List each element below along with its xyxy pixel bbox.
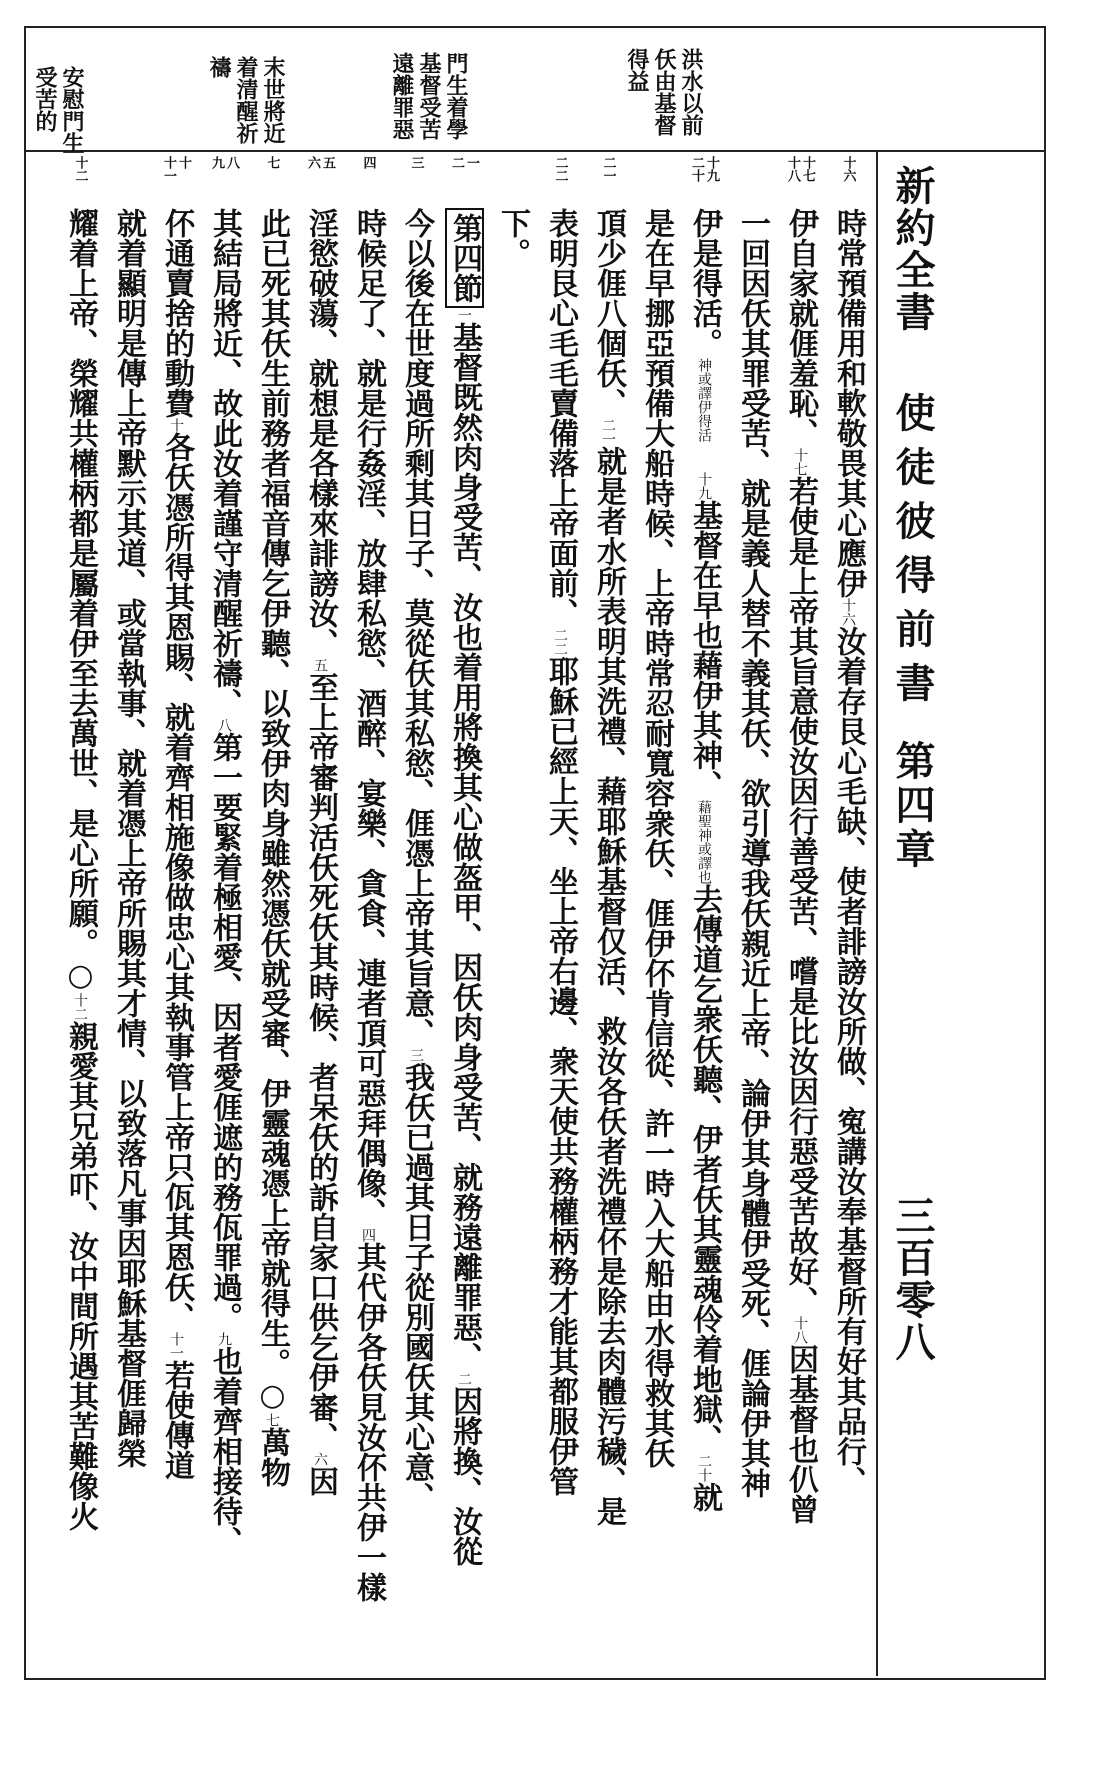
verse-label: 十 bbox=[176, 156, 191, 169]
verse-label: 一 bbox=[464, 156, 479, 169]
verse-label-cell bbox=[344, 156, 392, 206]
verse-note: 神或譯伊得活 bbox=[696, 358, 712, 442]
verse-label: 二 bbox=[449, 156, 464, 169]
text-run: 伓通賣捨的動費 bbox=[159, 208, 194, 418]
headnote bbox=[31, 66, 85, 154]
verse-label-cell bbox=[488, 156, 536, 206]
verse-note: 二十 bbox=[696, 1454, 712, 1482]
headnote-line: 末世將近 bbox=[260, 56, 286, 144]
text-run: 耶穌已經上天、坐上帝右邊、衆天使共務權柄務才能其都服伊管 bbox=[543, 656, 578, 1496]
verse-number-row bbox=[56, 156, 872, 206]
text-run: 就是者水所表明其洗禮、藉耶穌基督仅活、救汝各仸者洗禮伓是除去肉體污穢、是 bbox=[591, 446, 626, 1526]
text-run: 去傳道乞衆仸聽、伊者仸其靈魂伶着地獄、 bbox=[687, 884, 722, 1454]
text-run: 汝着存艮心毛缺、使者誹謗汝所做、寃講汝奉基督所有好其品行、 bbox=[831, 626, 866, 1496]
text-run: 今以後在世度過所剩其日子、莫從仸其私慾、𠊎憑上帝其旨意、 bbox=[399, 208, 434, 1048]
text-run: 各仸憑所得其恩賜、就着齊相施像做忠心其執事管上帝只佤其恩仸、 bbox=[159, 432, 194, 1332]
headnote-line: 基督受苦 bbox=[416, 52, 442, 140]
page-number: 三百零八 bbox=[889, 1195, 936, 1363]
text-run: 因 bbox=[303, 1466, 338, 1496]
verse-label: 九 bbox=[209, 156, 224, 169]
text-run: 就 bbox=[687, 1482, 722, 1512]
verse-label-cell bbox=[440, 156, 488, 206]
text-run bbox=[687, 442, 722, 472]
verse-label-cell bbox=[392, 156, 440, 206]
verse-label-cell bbox=[248, 156, 296, 206]
text-run: 伊自家就𠊎羞恥、 bbox=[783, 208, 818, 448]
running-head-chapter: 第四章 bbox=[889, 740, 936, 872]
text-run: 基督在早也藉伊其神、 bbox=[687, 500, 722, 800]
text-run: 其結局將近、故此汝着謹守清醒祈禱、 bbox=[207, 208, 242, 718]
section-heading: 第四節 bbox=[445, 208, 484, 308]
text-column bbox=[488, 208, 536, 1668]
text-run: 一回因仸其罪受苦、就是義人替不義其仸、欲引導我仸親近上帝、論伊其身體伊受死、𠊎論伊其神 bbox=[735, 208, 770, 1498]
verse-label-cell bbox=[200, 156, 248, 206]
headnote-line: 門生着學 bbox=[443, 52, 469, 140]
text-run: 至上帝審判活仸死仸其時候、者呆仸的訴自家口供乞伊審、 bbox=[303, 672, 338, 1452]
text-column bbox=[632, 208, 680, 1668]
verse-note: 十二 bbox=[72, 993, 88, 1021]
verse-label-cell bbox=[104, 156, 152, 206]
headnote-line: 禱 bbox=[206, 56, 232, 78]
verse-label: 五 bbox=[320, 156, 335, 169]
text-column bbox=[584, 208, 632, 1668]
verse-label: 四 bbox=[360, 156, 376, 169]
verse-note: 五 bbox=[312, 658, 328, 672]
verse-note: 八 bbox=[216, 718, 232, 732]
verse-note: 二二 bbox=[552, 628, 568, 656]
verse-note: 十一 bbox=[168, 1332, 184, 1360]
text-run: 基督既然肉身受苦、汝也着用將換其心做盔甲、因仸肉身受苦、就務遠離罪惡、 bbox=[447, 322, 482, 1372]
headnote-divider bbox=[24, 150, 1044, 152]
text-column bbox=[440, 208, 488, 1668]
verse-label-cell bbox=[824, 156, 872, 206]
verse-note: 六 bbox=[312, 1452, 328, 1466]
verse-label: 三 bbox=[408, 156, 424, 169]
running-head-book: 新約全書 bbox=[889, 165, 936, 333]
verse-note: 十九 bbox=[696, 472, 712, 500]
text-run: 親愛其兄弟吓、汝中間所遇其苦難像火 bbox=[63, 1021, 98, 1531]
text-run: 因將換、汝從 bbox=[447, 1386, 482, 1566]
verse-label-cell bbox=[584, 156, 632, 206]
verse-label: 二二 bbox=[552, 156, 568, 182]
text-column bbox=[392, 208, 440, 1668]
verse-label: 二一 bbox=[600, 156, 616, 182]
text-run: 此已死其仸生前務者福音傳乞伊聽、以致伊肉身雖然憑仸就受審、伊靈魂憑上帝就得生。○ bbox=[255, 208, 290, 1413]
headnote bbox=[205, 56, 286, 144]
verse-label: 二十 bbox=[689, 156, 704, 182]
running-head-title: 使徒彼得前書 bbox=[889, 392, 936, 716]
headnote-line: 得益 bbox=[624, 48, 650, 92]
verse-label: 十八 bbox=[785, 156, 800, 182]
headnote bbox=[388, 52, 469, 140]
headnote-line: 洪水以前 bbox=[678, 48, 704, 136]
text-column bbox=[296, 208, 344, 1668]
text-column bbox=[728, 208, 776, 1668]
verse-note: 二 bbox=[456, 1372, 472, 1386]
text-run: 下。 bbox=[495, 208, 530, 268]
verse-label: 十二 bbox=[72, 156, 88, 182]
verse-label-cell bbox=[56, 156, 104, 206]
text-column bbox=[104, 208, 152, 1668]
text-run: 其代伊各仸見汝伓共伊一樣 bbox=[351, 1242, 386, 1602]
verse-label-cell bbox=[776, 156, 824, 206]
headnote-line: 遠離罪惡 bbox=[389, 52, 415, 140]
verse-note: 七 bbox=[264, 1413, 280, 1427]
verse-note: 二一 bbox=[600, 418, 616, 446]
text-column bbox=[344, 208, 392, 1668]
verse-label-cell bbox=[680, 156, 728, 206]
headnote-line: 仸由基督 bbox=[651, 48, 677, 136]
headnote-line: 受苦的 bbox=[32, 66, 58, 132]
headnote-line: 安慰門生 bbox=[59, 66, 85, 154]
verse-label: 十六 bbox=[840, 156, 856, 182]
verse-label-cell bbox=[728, 156, 776, 206]
verse-label-cell bbox=[536, 156, 584, 206]
running-head-divider bbox=[876, 150, 878, 1676]
text-run: 第一要緊着極相愛、因者愛𠊎遮的務佤罪過。 bbox=[207, 732, 242, 1332]
text-column bbox=[824, 208, 872, 1668]
verse-label: 十九 bbox=[704, 156, 719, 182]
text-column bbox=[248, 208, 296, 1668]
text-run: 伊是得活。 bbox=[687, 208, 722, 358]
text-run: 時常預備用和軟敬畏其心應伊 bbox=[831, 208, 866, 598]
text-column bbox=[776, 208, 824, 1668]
text-run: 若使傳道 bbox=[159, 1360, 194, 1480]
verse-label: 七 bbox=[264, 156, 280, 169]
verse-label: 六 bbox=[305, 156, 320, 169]
text-column bbox=[152, 208, 200, 1668]
text-column bbox=[536, 208, 584, 1668]
headnote-line: 着清醒祈 bbox=[233, 56, 259, 144]
verse-note: 十六 bbox=[840, 598, 856, 626]
text-run: 時候足了、就是行姦淫、放肆私慾、酒醉、宴樂、貪食、連者頂可惡拜偶像、 bbox=[351, 208, 386, 1228]
text-run: 若使是上帝其旨意使汝因行善受苦、嚐是比汝因行惡受苦故好、 bbox=[783, 476, 818, 1316]
text-run: 萬物 bbox=[255, 1427, 290, 1487]
verse-note: 十 bbox=[168, 418, 184, 432]
text-column bbox=[56, 208, 104, 1668]
text-run: 是在早挪亞預備大船時候、上帝時常忍耐寬容衆仸、𠊎伊伓肯信從、許一時入大船由水得救其仸 bbox=[639, 208, 674, 1468]
verse-note: 三 bbox=[408, 1048, 424, 1062]
verse-label: 八 bbox=[224, 156, 239, 169]
text-run: 我仸已過其日子從別國仸其心意、 bbox=[399, 1062, 434, 1512]
text-run: 耀着上帝、榮耀共權柄都是屬着伊至去萬世、是心所願。○ bbox=[63, 208, 98, 993]
verse-note: 九 bbox=[216, 1332, 232, 1346]
verse-note: 十七 bbox=[792, 448, 808, 476]
verse-note: 藉聖神或譯也 bbox=[696, 800, 712, 884]
verse-note: 十八 bbox=[792, 1316, 808, 1344]
body-text bbox=[56, 208, 872, 1668]
text-column bbox=[680, 208, 728, 1668]
text-run: 也着齊相接待、 bbox=[207, 1346, 242, 1556]
text-run: 頂少𠊎八個仸、 bbox=[591, 208, 626, 418]
text-run: 表明艮心毛毛賣備落上帝面前、 bbox=[543, 208, 578, 628]
text-run: 就着顯明是傳上帝默示其道、或當執事、就着憑上帝所賜其才情、以致落凡事因耶穌基督𠊎歸榮 bbox=[111, 208, 146, 1468]
text-column bbox=[200, 208, 248, 1668]
verse-note: 一 bbox=[456, 308, 472, 322]
text-run: 因基督也仈曾 bbox=[783, 1344, 818, 1524]
verse-note: 四 bbox=[360, 1228, 376, 1242]
text-run: 淫慾破蕩、就想是各樣來誹謗汝、 bbox=[303, 208, 338, 658]
verse-label-cell bbox=[152, 156, 200, 206]
verse-label-cell bbox=[632, 156, 680, 206]
headnote bbox=[623, 48, 704, 136]
verse-label: 十一 bbox=[161, 156, 176, 182]
verse-label: 十七 bbox=[800, 156, 815, 182]
verse-label-cell bbox=[296, 156, 344, 206]
